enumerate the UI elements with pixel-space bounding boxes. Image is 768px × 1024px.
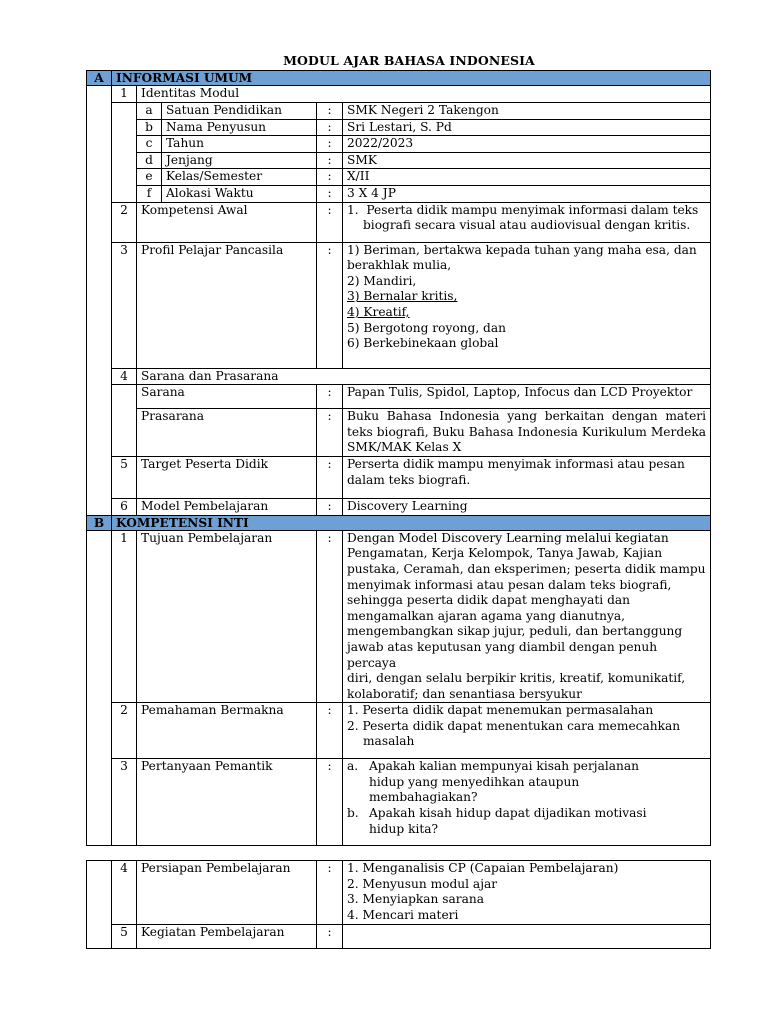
list-item: 1) Beriman, bertakwa kepada tuhan yang maha esa, dan berakhlak mulia, xyxy=(347,242,697,273)
persiapan-list xyxy=(343,861,711,925)
list-item: 2. Menyusun modul ajar xyxy=(347,876,498,891)
section-letter: B xyxy=(87,515,112,530)
document-title: MODUL AJAR BAHASA INDONESIA xyxy=(283,53,535,68)
prasarana-value: Buku Bahasa Indonesia yang berkaitan dengan materi teks biografi, Buku Bahasa Indonesia Kurikulum Merdeka SMK/MAK Kelas X xyxy=(343,409,711,457)
identitas-item: e Kelas/Semester : X/II xyxy=(87,169,711,186)
kegiatan-row: 5 Kegiatan Pembelajaran : xyxy=(87,925,711,949)
pemahaman-row: 2 Pemahaman Bermakna : 1. Peserta didik dapat menemukan permasalahan 2. Peserta didik dapat menentukan cara memecahkan masalah xyxy=(87,703,711,759)
row-label: Identitas Modul xyxy=(137,86,711,103)
row-label: Pemahaman Bermakna xyxy=(137,703,317,759)
list-item: 1. Peserta didik dapat menemukan permasalahan xyxy=(347,703,654,718)
list-item: 5) Bergotong royong, dan xyxy=(347,320,506,335)
row-label: Model Pembelajaran xyxy=(137,499,317,516)
profil-list xyxy=(343,242,711,368)
list-item: 2) Mandiri, xyxy=(347,273,417,288)
pertanyaan-list xyxy=(343,759,711,846)
list-item: 4) Kreatif, xyxy=(347,304,410,319)
target-value: Perserta didik mampu menyimak informasi atau pesan dalam teks biografi. xyxy=(343,457,711,499)
profil-row: 3 Profil Pelajar Pancasila : 1) Beriman, bertakwa kepada tuhan yang maha esa, dan berakhlak mulia, 2) Mandiri, 3) Bernalar kritis, 4) Kreatif, 5) Bergotong royong, dan 6) Berkebinekaan global xyxy=(87,242,711,368)
identitas-row xyxy=(87,86,711,103)
row-label: Pertanyaan Pemantik xyxy=(137,759,317,846)
row-label: Kegiatan Pembelajaran xyxy=(137,925,317,949)
list-item: 3) Bernalar kritis, xyxy=(347,289,458,304)
identitas-item: f Alokasi Waktu : 3 X 4 JP xyxy=(87,185,711,202)
list-item: 1. Menganalisis CP (Capaian Pembelajaran) xyxy=(347,861,619,875)
sarana-value: Papan Tulis, Spidol, Laptop, Infocus dan LCD Proyektor xyxy=(343,385,711,409)
kegiatan-value xyxy=(343,925,711,949)
identitas-item: d Jenjang : SMK xyxy=(87,152,711,169)
target-row: 5 Target Peserta Didik : Perserta didik mampu menyimak informasi atau pesan dalam teks biografi. xyxy=(87,457,711,499)
row-label: Tujuan Pembelajaran xyxy=(137,530,317,703)
tujuan-value: Dengan Model Discovery Learning melalui kegiatan Pengamatan, Kerja Kelompok, Tanya Jawab, Kajian pustaka, Ceramah, dan eksperimen; peserta didik mampu menyimak informasi atau pesan dalam teks biografi, sehingga peserta didik dapat menghayati dan mengamalkan ajaran agama yang dianutnya, mengembangkan sikap jujur, peduli, dan bertanggung jawab atas keputusan yang diambil dengan penuh percaya diri, dengan selalu berpikir kritis, kreatif, komunikatif, kolaboratif; dan senantiasa bersyukur xyxy=(343,530,711,703)
persiapan-row: 4 Persiapan Pembelajaran : 1. Menganalisis CP (Capaian Pembelajaran) 2. Menyusun modul ajar 3. Menyiapkan sarana 4. Mencari materi xyxy=(87,861,711,925)
section-letter: A xyxy=(87,71,112,86)
row-number: 1 xyxy=(112,86,137,103)
list-item: b. Apakah kisah hidup dapat dijadikan motivasi hidup kita? xyxy=(347,806,647,836)
sarana-row: Sarana : Papan Tulis, Spidol, Laptop, Infocus dan LCD Proyektor xyxy=(87,385,711,409)
list-item: 4. Mencari materi xyxy=(347,907,459,922)
section-a-header xyxy=(87,71,711,86)
list-item: 2. Peserta didik dapat menentukan cara memecahkan xyxy=(347,718,681,733)
model-row: 6 Model Pembelajaran : Discovery Learning xyxy=(87,499,711,516)
identitas-item: a Satuan Pendidikan : SMK Negeri 2 Takengon xyxy=(87,103,711,120)
row-label: Sarana dan Prasarana xyxy=(137,368,711,385)
module-table-continued xyxy=(86,860,711,949)
identitas-item: b Nama Penyusun : Sri Lestari, S. Pd xyxy=(87,119,711,136)
kompetensi-awal-value: 1. Peserta didik mampu menyimak informasi dalam teks biografi secara visual atau audiovisual dengan kritis. xyxy=(343,202,711,242)
model-value: Discovery Learning xyxy=(343,499,711,516)
section-title: KOMPETENSI INTI xyxy=(112,515,711,530)
row-label: Persiapan Pembelajaran xyxy=(137,861,317,925)
row-label: Target Peserta Didik xyxy=(137,457,317,499)
row-label: Profil Pelajar Pancasila xyxy=(137,242,317,368)
pertanyaan-row: 3 Pertanyaan Pemantik : a. Apakah kalian mempunyai kisah perjalanan hidup yang menyedihkan ataupun membahagiakan? b. Apakah kisah hidup dapat dijadikan motivasi hidup kita? xyxy=(87,759,711,846)
section-b-header xyxy=(87,515,711,530)
pemahaman-list: 1. Peserta didik dapat menemukan permasalahan 2. Peserta didik dapat menentukan cara memecahkan masalah xyxy=(343,703,711,759)
identitas-item: c Tahun : 2022/2023 xyxy=(87,136,711,153)
module-table xyxy=(86,70,711,846)
section-title: INFORMASI UMUM xyxy=(112,71,711,86)
kompetensi-awal-row: 2 Kompetensi Awal : 1. Peserta didik mampu menyimak informasi dalam teks biografi secara visual atau audiovisual dengan kritis. xyxy=(87,202,711,242)
prasarana-row: Prasarana : Buku Bahasa Indonesia yang berkaitan dengan materi teks biografi, Buku Bahasa Indonesia Kurikulum Merdeka SMK/MAK Kelas X xyxy=(87,409,711,457)
sarana-header-row: 4 Sarana dan Prasarana xyxy=(87,368,711,385)
list-item: 6) Berkebinekaan global xyxy=(347,336,499,351)
list-item: 3. Menyiapkan sarana xyxy=(347,892,484,907)
tujuan-row: 1 Tujuan Pembelajaran : Dengan Model Discovery Learning melalui kegiatan Pengamatan, Kerja Kelompok, Tanya Jawab, Kajian pustaka, Ceramah, dan eksperimen; peserta didik mampu menyimak informasi atau pesan dalam teks biografi, sehingga peserta didik dapat menghayati dan mengamalkan ajaran agama yang dianutnya, mengembangkan sikap jujur, peduli, dan bertanggung jawab atas keputusan yang diambil dengan penuh percaya diri, dengan selalu berpikir kritis, kreatif, komunikatif, kolaboratif; dan senantiasa bersyukur xyxy=(87,530,711,703)
row-label: Kompetensi Awal xyxy=(137,202,317,242)
list-item: a. Apakah kalian mempunyai kisah perjalanan hidup yang menyedihkan ataupun membahagiakan? xyxy=(347,759,639,805)
